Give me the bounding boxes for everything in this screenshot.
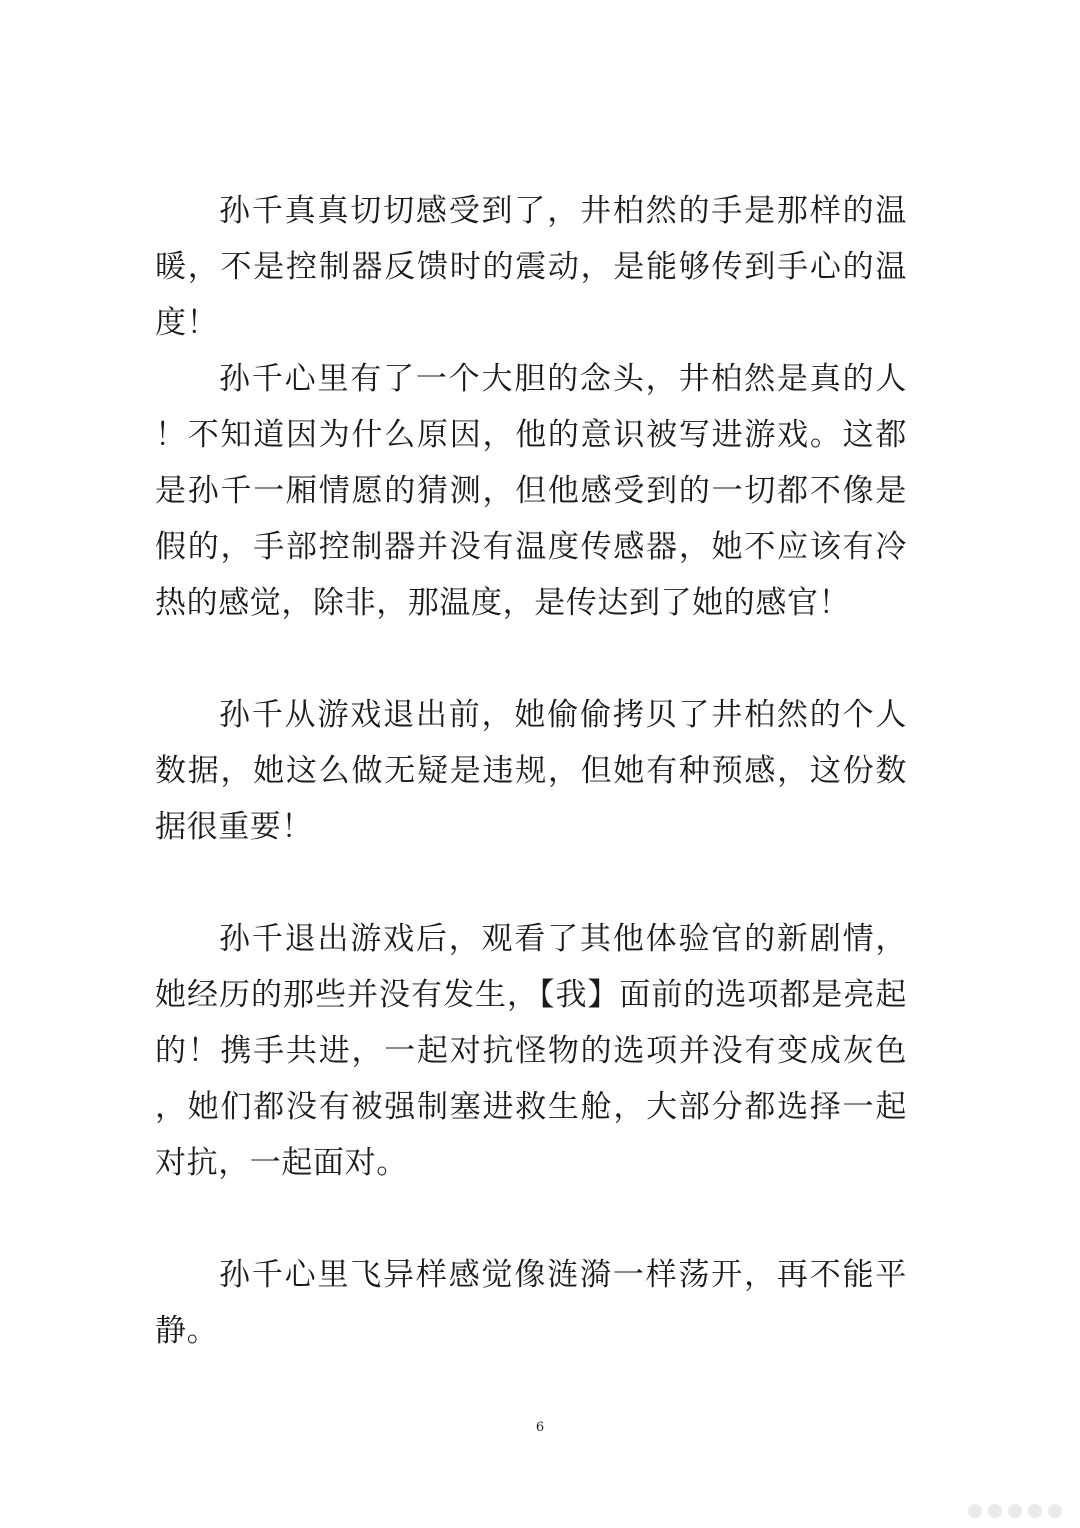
paragraph-spacer	[155, 631, 907, 687]
watermark-dot-icon	[968, 1504, 982, 1518]
watermark-dot-icon	[988, 1504, 1002, 1518]
paragraph-4: 孙千退出游戏后，观看了其他体验官的新剧情，她经历的那些并没有发生，【我】面前的选项都是亮起的！携手共进，一起对抗怪物的选项并没有变成灰色，她们都没有被强制塞进救生舱，大部分都选择一起对抗，一起面对。	[155, 921, 907, 1181]
paragraph-1: 孙千真真切切感受到了，井柏然的手是那样的温暖，不是控制器反馈时的震动，是能够传到手心的温度！	[155, 193, 907, 341]
paragraph-5: 孙千心里飞异样感觉像涟漪一样荡开，再不能平静。	[155, 1257, 907, 1349]
watermark-dot-icon	[1048, 1504, 1062, 1518]
document-body	[155, 183, 907, 1359]
page-number: 6	[535, 1420, 545, 1435]
watermark-dot-icon	[1008, 1504, 1022, 1518]
paragraph-spacer	[155, 1191, 907, 1247]
watermark-dot-icon	[1028, 1504, 1042, 1518]
paragraph-spacer	[155, 855, 907, 911]
paragraph-3: 孙千从游戏退出前，她偷偷拷贝了井柏然的个人数据，她这么做无疑是违规，但她有种预感，这份数据很重要！	[155, 697, 907, 845]
paragraph-2: 孙千心里有了一个大胆的念头，井柏然是真的人！不知道因为什么原因，他的意识被写进游戏。这都是孙千一厢情愿的猜测，但他感受到的一切都不像是假的，手部控制器并没有温度传感器，她不应该有冷热的感觉，除非，那温度，是传达到了她的感官！	[155, 361, 907, 621]
watermark-icon	[892, 1500, 1062, 1522]
